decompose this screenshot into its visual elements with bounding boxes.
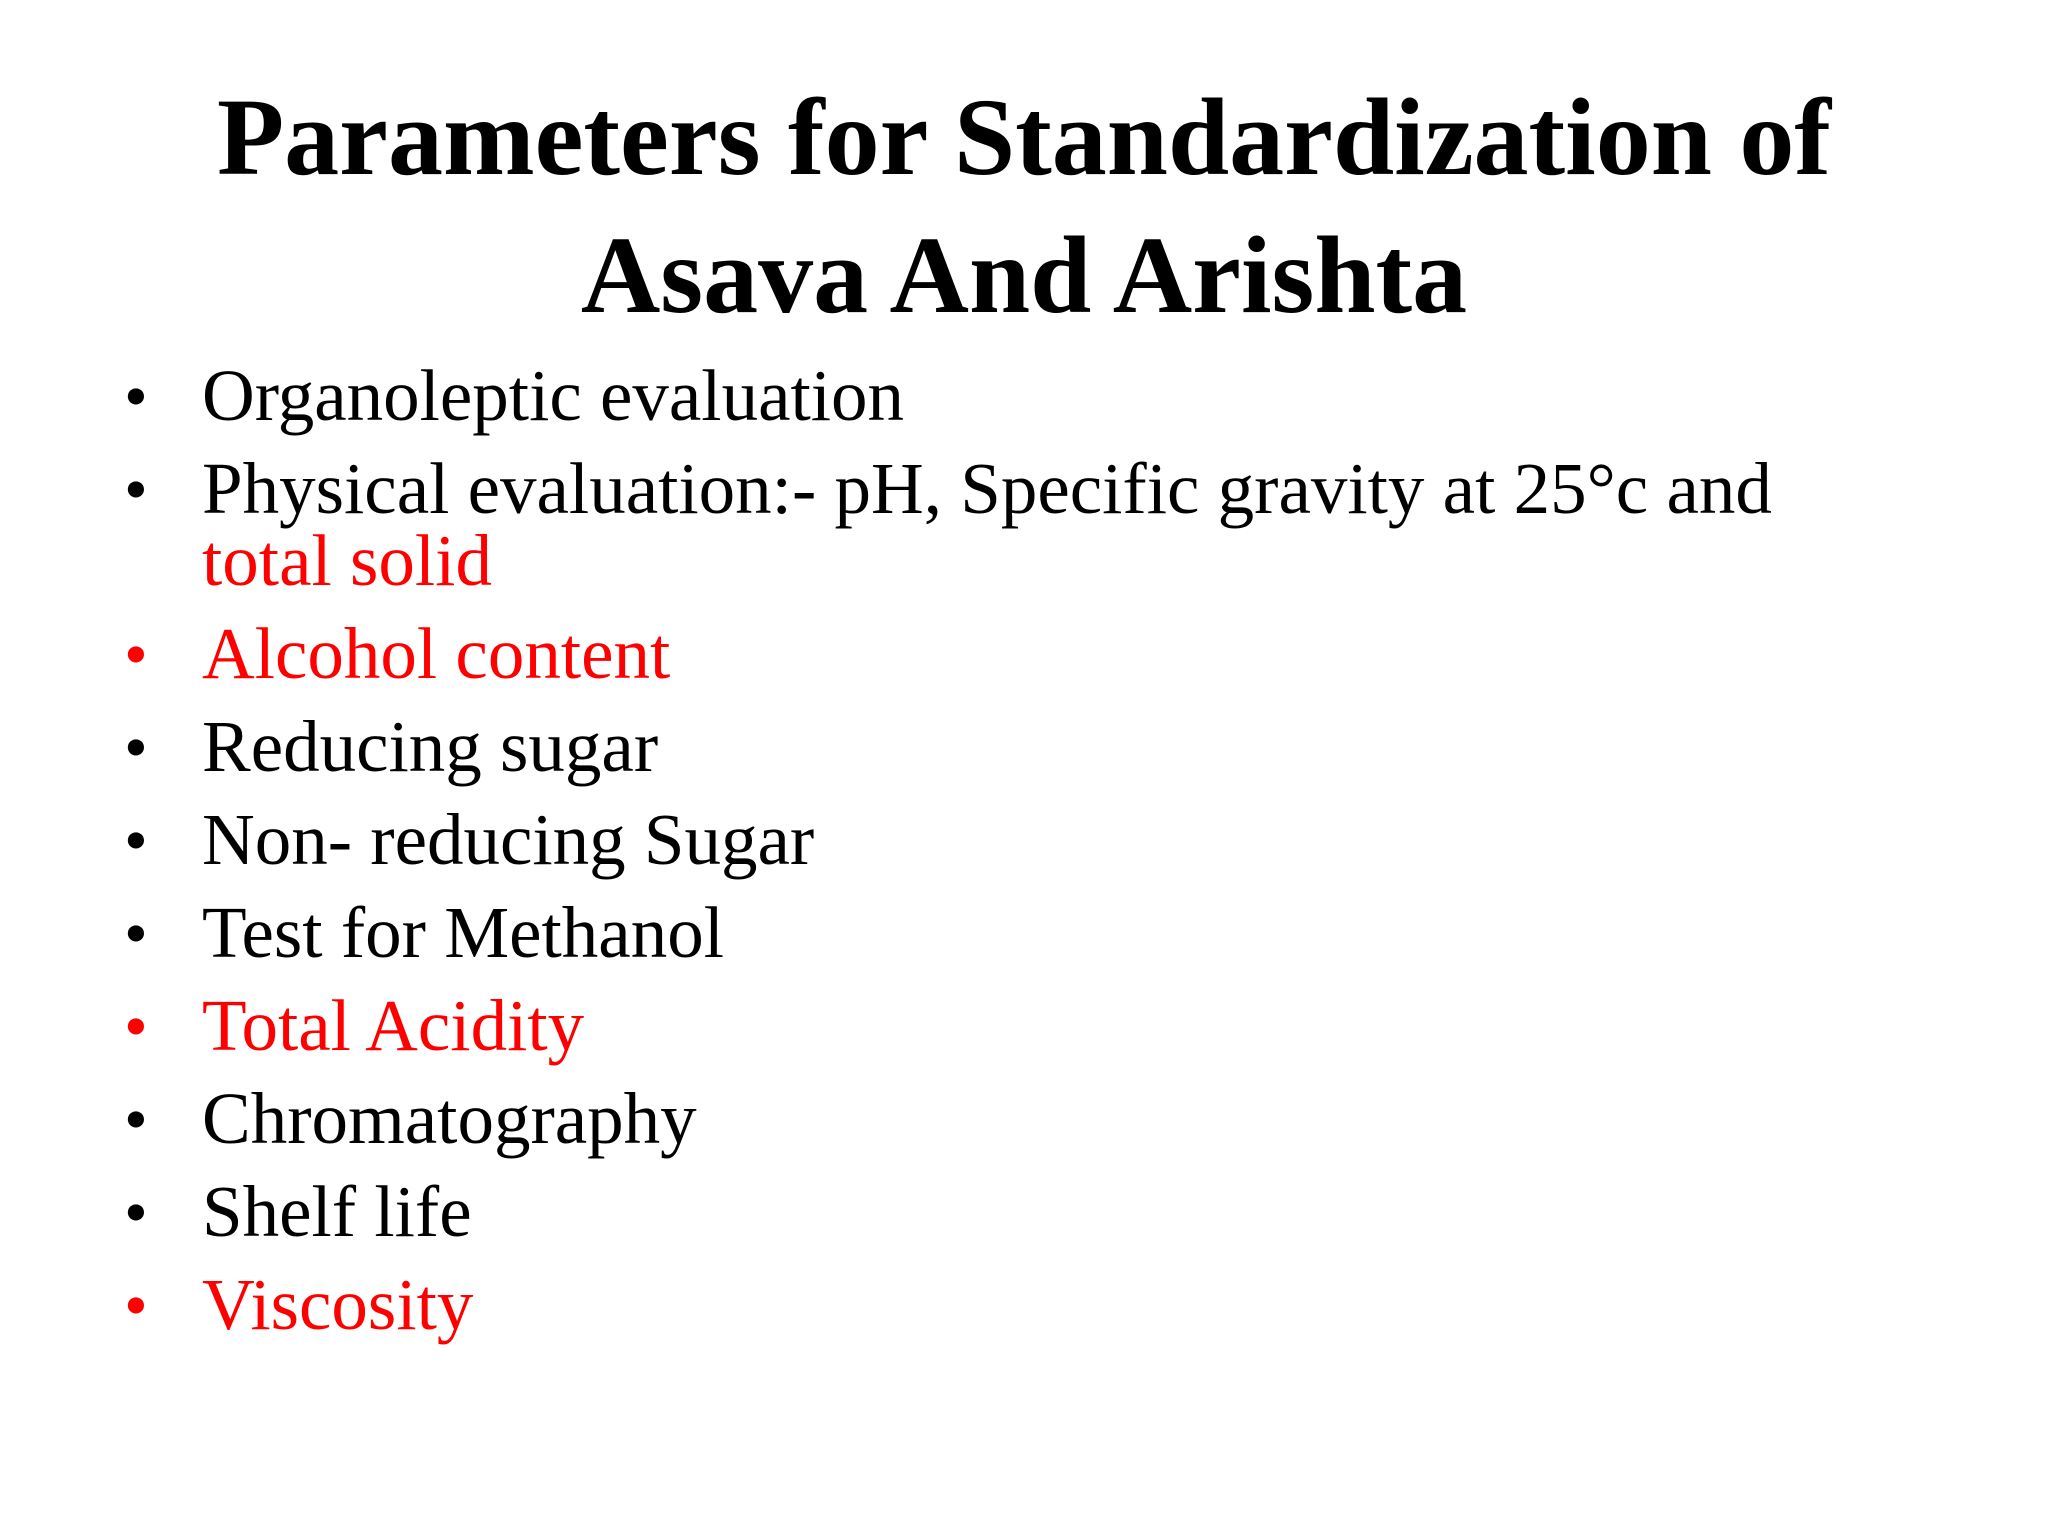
bullet-item-alcohol — [120, 613, 1940, 694]
bullet-text: Shelf life — [202, 1171, 472, 1252]
bullet-item-methanol — [120, 892, 1940, 973]
bullet-text: Total Acidity — [202, 985, 585, 1066]
bullet-item-viscosity — [120, 1264, 1940, 1345]
bullet-text: Reducing sugar — [202, 706, 659, 787]
bullet-item-organoleptic — [120, 355, 1940, 436]
bullet-icon: • — [124, 802, 148, 878]
bullet-text: Organoleptic evaluation — [202, 355, 905, 436]
bullet-text: Chromatography — [202, 1078, 697, 1159]
bullet-text: Viscosity — [202, 1264, 474, 1345]
bullet-item-non-reducing-sugar — [120, 799, 1940, 880]
bullet-text: Non- reducing Sugar — [202, 799, 815, 880]
bullet-icon: • — [124, 616, 148, 692]
bullet-icon: • — [124, 709, 148, 785]
bullet-item-physical — [120, 448, 1940, 601]
bullet-text: Alcohol content — [202, 613, 671, 694]
title-line-2: Asava And Arishta — [580, 214, 1468, 336]
bullet-icon: • — [124, 988, 148, 1064]
bullet-text: Physical evaluation:- pH, Specific gravity at 25°c and — [202, 448, 1772, 529]
bullet-item-reducing-sugar — [120, 706, 1940, 787]
bullet-list — [120, 355, 1940, 1362]
bullet-icon: • — [124, 1174, 148, 1250]
title-line-1: Parameters for Standardization of — [216, 76, 1832, 198]
bullet-item-acidity — [120, 985, 1940, 1066]
bullet-item-shelf-life — [120, 1171, 1940, 1252]
bullet-text-highlight: total solid — [202, 520, 492, 601]
bullet-icon: • — [124, 1267, 148, 1343]
bullet-icon: • — [124, 895, 148, 971]
bullet-icon: • — [124, 451, 148, 527]
bullet-text: Test for Methanol — [202, 892, 724, 973]
bullet-icon: • — [124, 358, 148, 434]
bullet-icon: • — [124, 1081, 148, 1157]
slide-title — [0, 68, 2048, 344]
bullet-item-chromatography — [120, 1078, 1940, 1159]
